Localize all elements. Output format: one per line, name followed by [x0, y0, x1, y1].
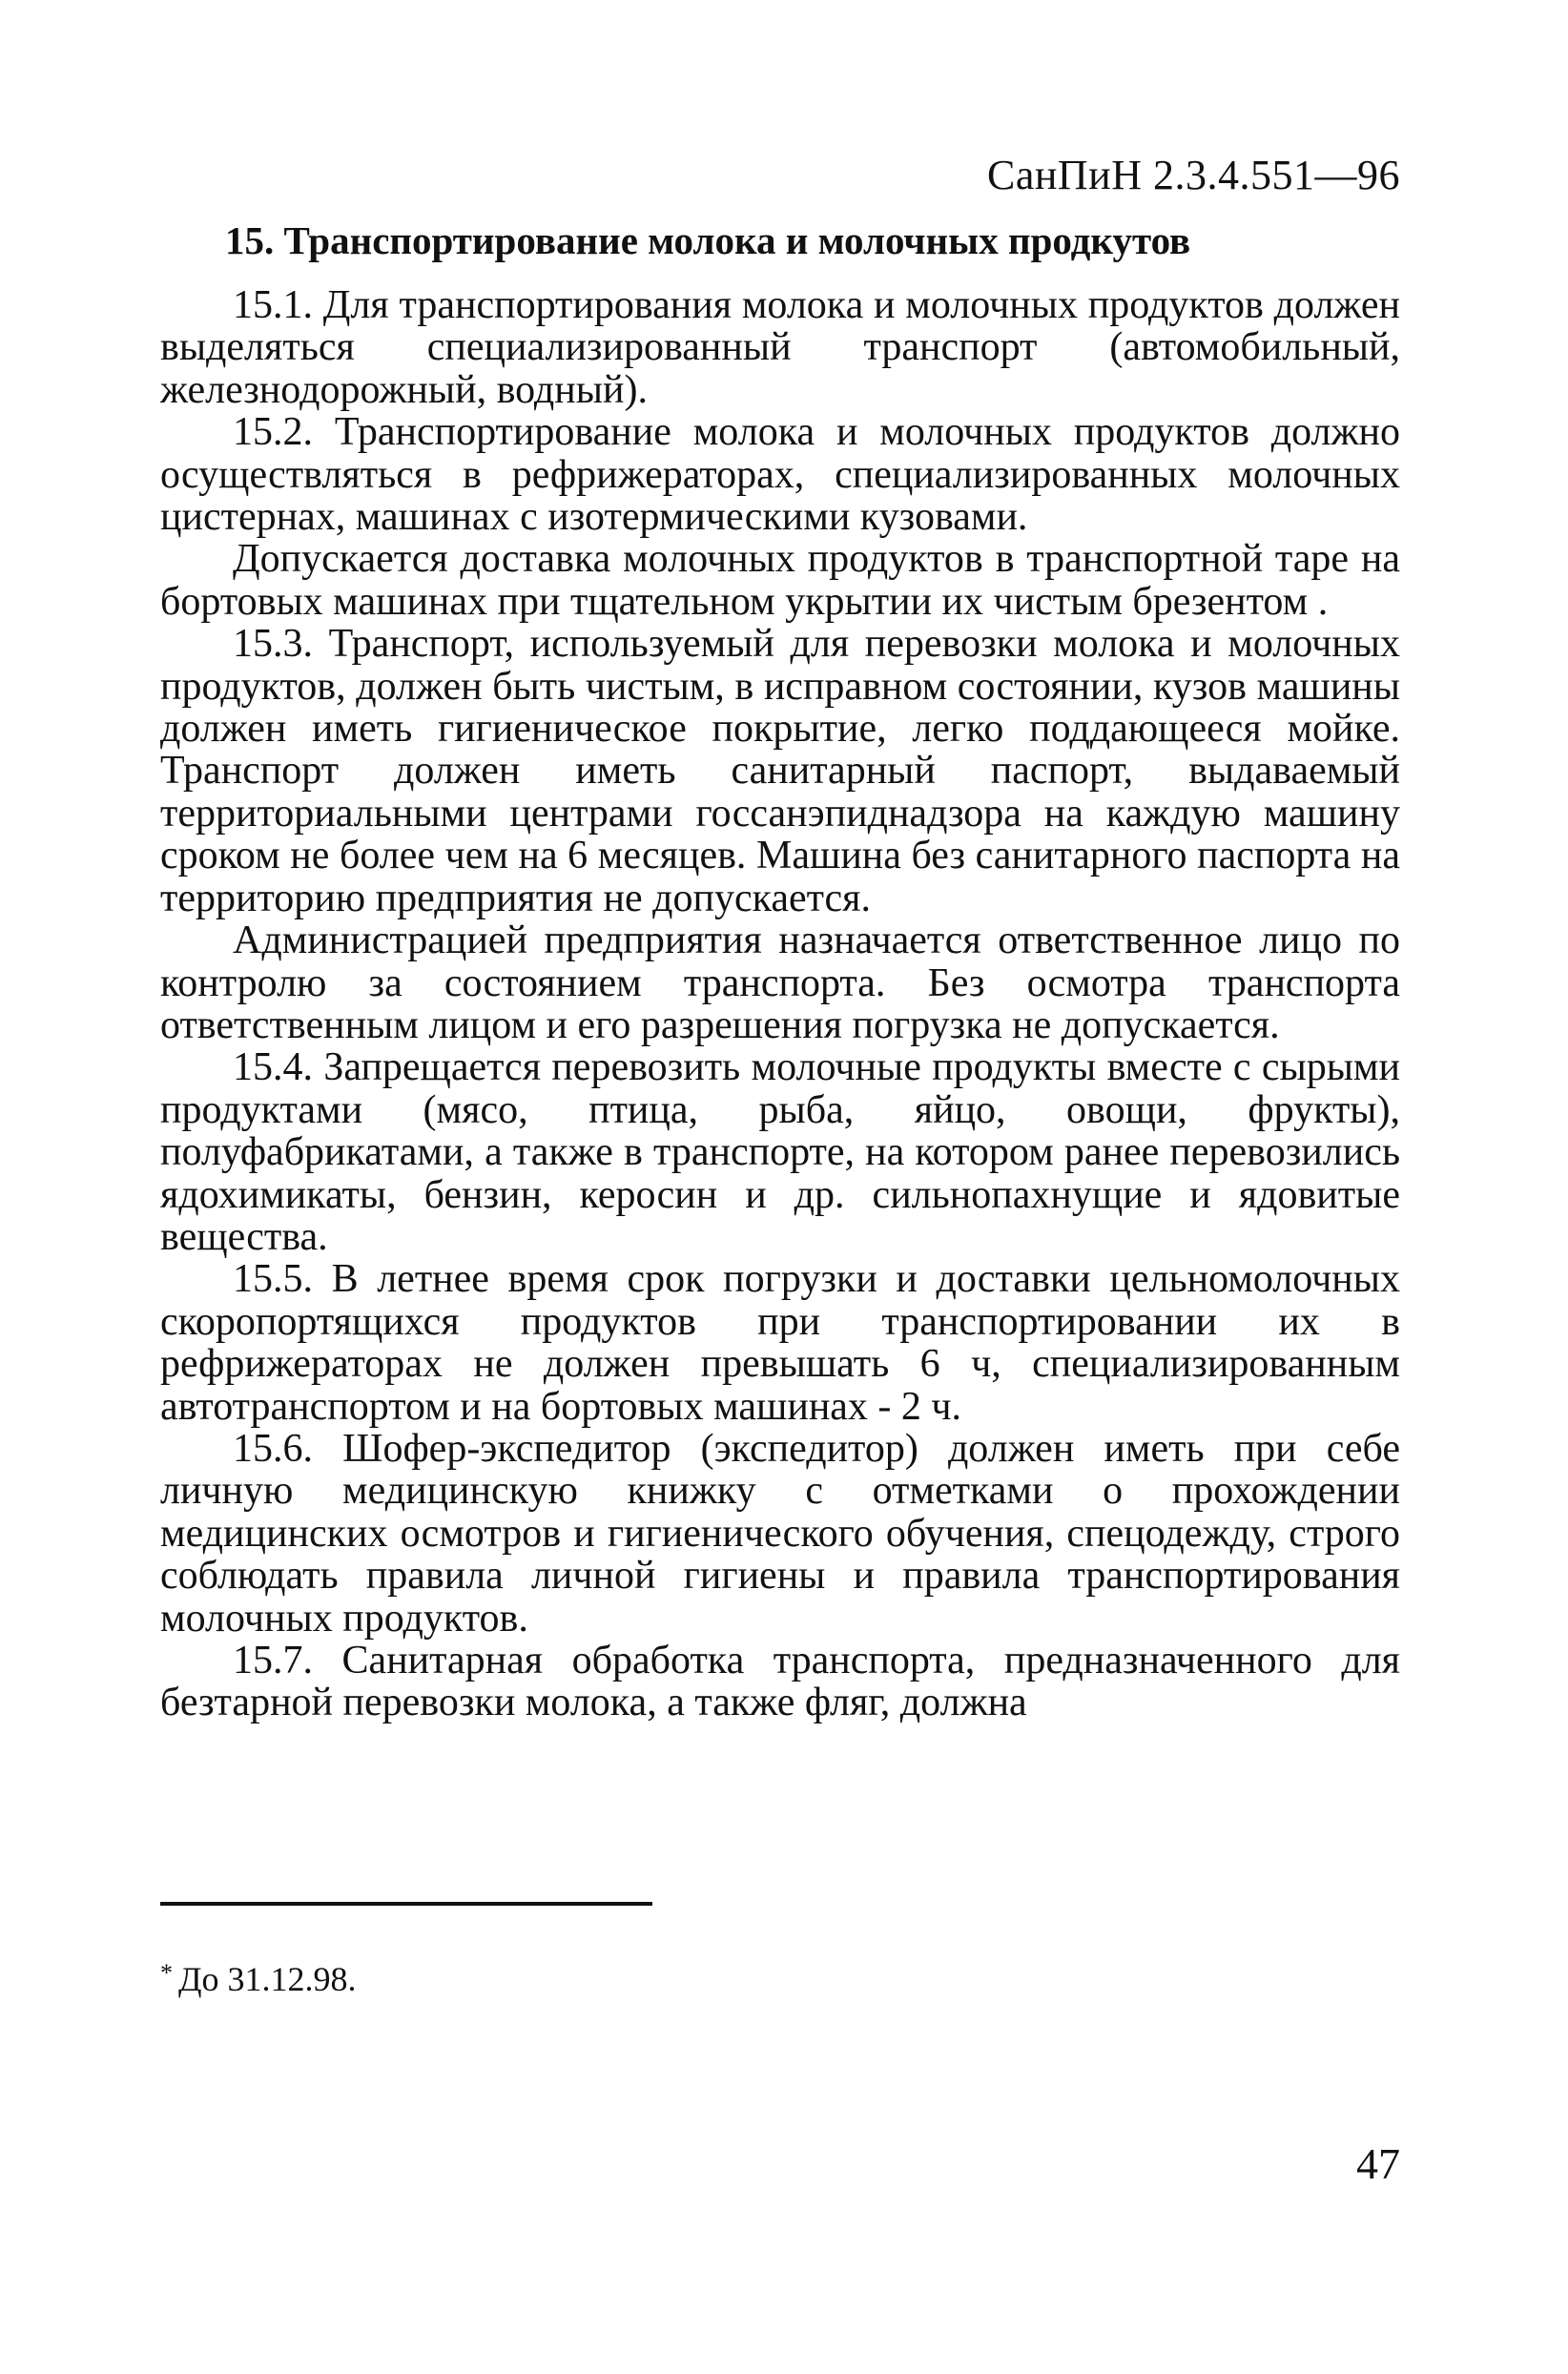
paragraph-15-2: 15.2. Транспортирование молока и молочных продуктов должно осуществляться в рефрижераторах, специализированных молочных цистернах, машинах с изотермическими кузовами. [160, 410, 1400, 540]
footnote-marker: * [160, 1959, 173, 1987]
footnote [160, 1959, 357, 1999]
footnote-text: До 31.12.98. [178, 1960, 357, 1998]
section-title: 15. Транспортирование молока и молочных продкутов [225, 218, 1191, 262]
document-code: СанПиН 2.3.4.551—96 [986, 152, 1400, 198]
paragraph-15-3-note: Администрацией предприятия назначается ответственное лицо по контролю за состоянием транспорта. Без осмотра транспорта ответственным лицом и его разрешения погрузка не допускается. [160, 919, 1400, 1047]
paragraph-15-4: 15.4. Запрещается перевозить молочные продукты вместе с сырыми продуктами (мясо, птица, рыба, яйцо, овощи, фрукты), полуфабрикатами, а также в транспорте, на котором ранее перевозились ядохимикаты, бензин, керосин и др. сильнопахнущие и ядовитые вещества. [160, 1045, 1400, 1259]
paragraph-15-2-note: Допускается доставка молочных продуктов в транспортной таре на бортовых машинах при тщательном укрытии их чистым брезентом . [160, 537, 1400, 624]
body-text [160, 284, 1400, 1724]
footnote-divider [160, 1902, 652, 1906]
paragraph-15-7: 15.7. Санитарная обработка транспорта, предназначенного для безтарной перевозки молока, а также фляг, должна [160, 1639, 1400, 1725]
paragraph-15-5: 15.5. В летнее время срок погрузки и доставки цельномолочных скоропортящихся продуктов при транспортировании их в рефрижераторах не должен превышать 6 ч, специализированным автотранспортом и на бортовых машинах - 2 ч. [160, 1257, 1400, 1429]
paragraph-15-1: 15.1. Для транспортирования молока и молочных продуктов должен выделяться специализированный транспорт (автомобильный, железнодорожный, водный). [160, 283, 1400, 412]
page-number: 47 [1356, 2139, 1400, 2188]
paragraph-15-3: 15.3. Транспорт, используемый для перевозки молока и молочных продуктов, должен быть чистым, в исправном состоянии, кузов машины должен иметь гигиеническое покрытие, легко поддающееся мойке. Транспорт должен иметь санитарный паспорт, выдаваемый территориальными центрами госсанэпиднадзора на каждую машину сроком не более чем на 6 месяцев. Машина без санитарного паспорта на территорию предприятия не допускается. [160, 622, 1400, 920]
paragraph-15-6: 15.6. Шофер-экспедитор (экспедитор) должен иметь при себе личную медицинскую книжку с отметками о прохождении медицинских осмотров и гигиенического обучения, спецодежду, строго соблюдать правила личной гигиены и правила транспортирования молочных продуктов. [160, 1426, 1400, 1641]
